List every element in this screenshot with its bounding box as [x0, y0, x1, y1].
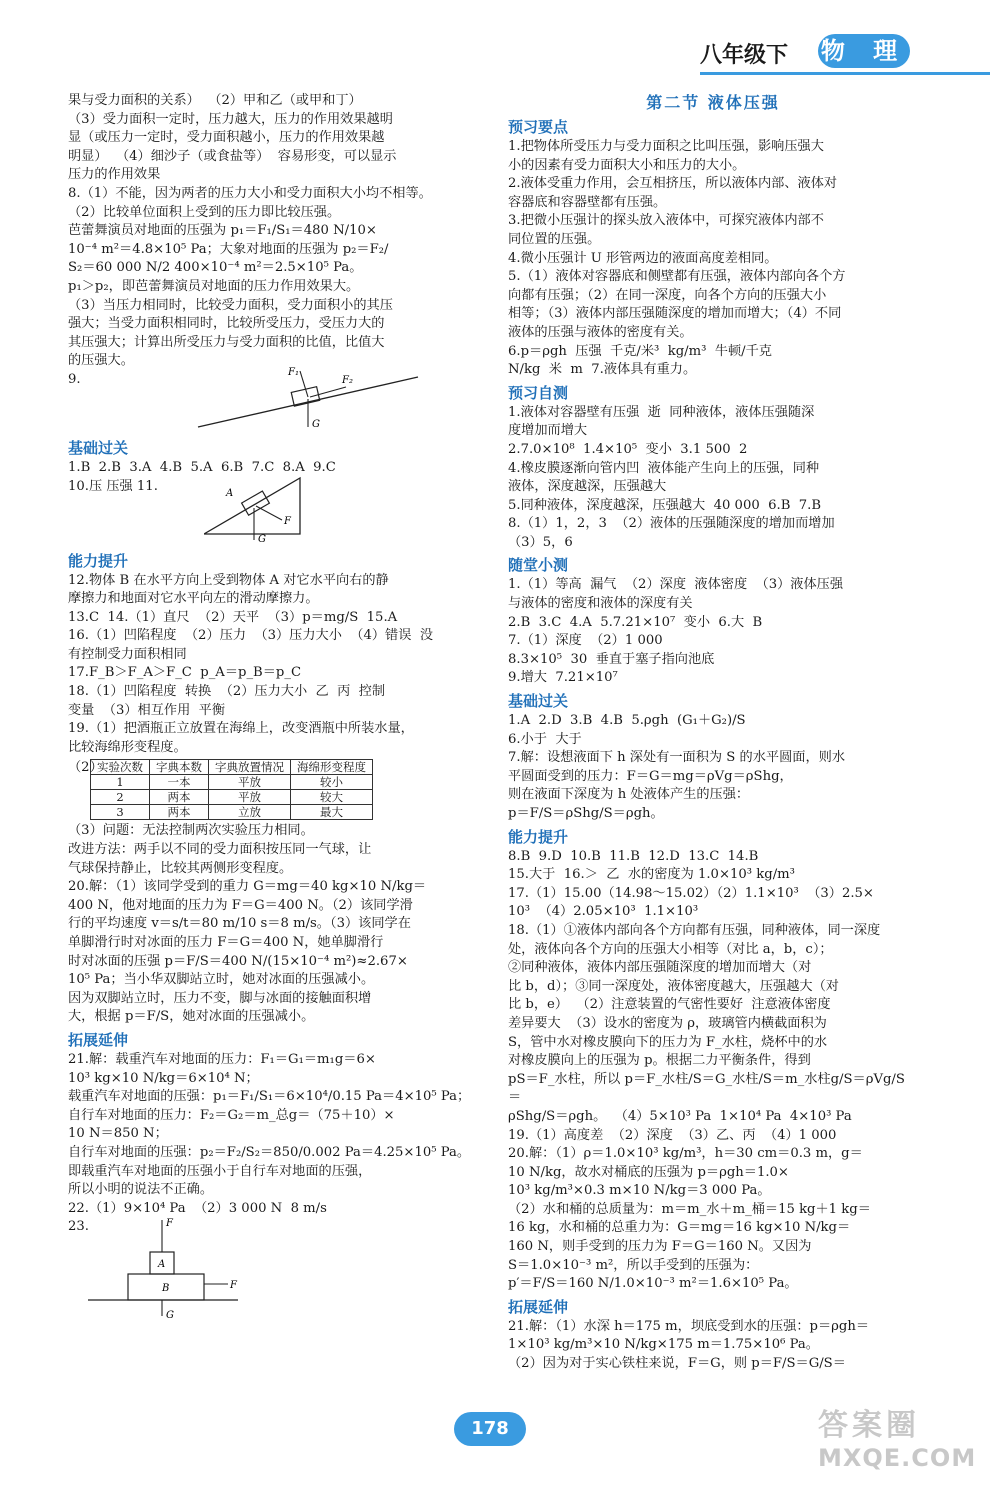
answer-line: 平圆面受到的压力：F＝G＝mg＝ρVg＝ρShg， — [508, 768, 793, 784]
answer-line: 果与受力面积的关系） （2）甲和乙（或甲和丁） — [68, 93, 362, 108]
answer-line: 气球保持静止，比较其两侧形变程度。 — [68, 860, 293, 876]
figure-label: 9. — [68, 371, 81, 387]
answer-line: p′＝F/S＝160 N/1.0×10⁻³ m²＝1.6×10⁵ Pa。 — [508, 1276, 798, 1292]
answer-line: 其压强大；计算出所受压力与受力面积的比值，比值大 — [68, 334, 385, 350]
answer-line: 19.（1）把酒瓶正立放置在海绵上，改变酒瓶中所装水量， — [68, 721, 414, 737]
table-header: 实验次数 — [91, 760, 150, 775]
answer-line: 10⁻⁴ m²＝4.8×10⁵ Pa；大象对地面的压强为 p₂＝F₂/ — [68, 241, 389, 257]
answer-line: 4.橡皮膜逐渐向管内凹 液体能产生向上的压强，同种 — [508, 460, 820, 476]
answer-line: S，管中水对橡皮膜向下的压力为 F_水柱，烧杯中的水 — [508, 1034, 828, 1050]
table-label: （2） — [68, 760, 103, 776]
label-g: G — [312, 418, 320, 430]
answer-line: 与液体的密度和液体的深度有关 — [508, 596, 693, 612]
figure-23-stacked-blocks — [88, 1216, 308, 1320]
answer-line: 10³ kg/m³×0.3 m×10 N/kg＝3 000 Pa。 — [508, 1183, 771, 1199]
header-divider — [700, 72, 990, 75]
watermark — [818, 1400, 988, 1476]
answer-line: 17.F_B＞F_A＞F_C p_A＝p_B＝p_C — [68, 665, 302, 681]
answer-line: 比 b，e） （2）注意装置的气密性要好 注意液体密度 — [508, 997, 831, 1013]
answer-line: 2.液体受重力作用，会互相挤压，所以液体内部、液体对 — [508, 176, 838, 192]
table-cell: 两本 — [150, 790, 209, 805]
answer-line: 8.3×10⁵ 30 垂直于塞子指向池底 — [508, 651, 715, 667]
answer-line: 9.增大 7.21×10⁷ — [508, 670, 618, 686]
answer-line: 1.液体对容器壁有压强 逝 同种液体，液体压强随深 — [508, 404, 815, 420]
answer-line: 7.（1）深度 （2）1 000 — [508, 633, 663, 649]
answer-line: 1.A 2.D 3.B 4.B 5.ρgh (G₁＋G₂)/S — [508, 713, 746, 729]
answer-line: 的压强大。 — [68, 353, 134, 369]
answer-line: N/kg 米 m 7.液体具有重力。 — [508, 362, 697, 378]
answer-line: 8.（1）1，2，3 （2）液体的压强随深度的增加而增加 — [508, 516, 835, 532]
section-heading: 基础过关 — [508, 692, 569, 711]
answer-line: 22.（1）9×10⁴ Pa （2）3 000 N 8 m/s — [68, 1200, 327, 1216]
label-a: A — [226, 487, 234, 499]
grade-label: 八年级下 — [700, 42, 789, 68]
table-cell: 一本 — [150, 775, 209, 790]
watermark-logo: 答案圈 — [818, 1408, 920, 1443]
table-row — [91, 790, 373, 805]
answer-line: 1.B 2.B 3.A 4.B 5.A 6.B 7.C 8.A 9.C — [68, 459, 336, 475]
table-cell: 较大 — [291, 790, 373, 805]
figure-block — [68, 366, 478, 435]
answer-line: 相等；（3）液体内部压强随深度的增加而增大；（4）不同 — [508, 306, 842, 322]
answer-line: 差异要大 （3）设水的密度为 ρ，玻璃管内横截面积为 — [508, 1015, 827, 1031]
answer-line: 改进方法：两手以不同的受力面积按压同一气球，让 — [68, 842, 372, 858]
answer-line: 显（或压力一定时，受力面积越小，压力的作用效果越 — [68, 130, 385, 146]
answer-line: 强大；当受力面积相同时，比较所受压力，受压力大的 — [68, 316, 385, 332]
answer-line: 单脚滑行时对冰面的压力 F＝G＝400 N，她单脚滑行 — [68, 935, 384, 950]
answer-line: 5.（1）液体对容器底和侧壁都有压强，液体内部向各个方 — [508, 269, 846, 285]
answer-line: （3）5，6 — [508, 534, 573, 550]
answer-line: 10⁵ Pa；当小华双脚站立时，她对冰面的压强减小。 — [68, 972, 375, 988]
section-heading: 预习自测 — [508, 383, 569, 402]
table-header: 字典本数 — [150, 760, 209, 775]
label-f: F — [284, 515, 291, 527]
answer-line: 同位置的压强。 — [508, 231, 601, 247]
answer-line: 所以小明的说法不正确。 — [68, 1182, 214, 1198]
answer-line: 10 N/kg，故水对桶底的压强为 p＝ρgh＝1.0× — [508, 1164, 789, 1180]
answer-line: 21.解：载重汽车对地面的压力：F₁＝G₁＝m₁g＝6× — [68, 1051, 376, 1067]
label-f1: F₁ — [288, 366, 299, 378]
answer-line: 即载重汽车对地面的压强小于自行车对地面的压强， — [68, 1163, 372, 1179]
section-heading: 拓展延伸 — [508, 1297, 569, 1316]
table-cell: 平放 — [209, 775, 291, 790]
figure-9-incline-block — [168, 365, 428, 435]
answer-line: 摩擦力和地面对它水平向左的滑动摩擦力。 — [68, 591, 319, 607]
answer-line: 20.解：（1）该同学受到的重力 G＝mg＝40 kg×10 N/kg＝ — [68, 879, 427, 895]
label-b: B — [162, 1283, 170, 1295]
section-heading: 随堂小测 — [508, 556, 569, 575]
answer-line: 17.（1）15.00（14.98～15.02）（2）1.1×10³ （3）2.5× — [508, 885, 874, 901]
answer-line: （2）因为对于实心铁柱来说，F＝G，则 p＝F/S＝G/S＝ — [508, 1356, 846, 1372]
answer-line: S＝1.0×10⁻³ m²，所以手受到的压强为： — [508, 1257, 759, 1273]
answer-table-block — [68, 759, 478, 820]
answer-line: 自行车对地面的压力：F₂＝G₂＝m_总g＝（75＋10）× — [68, 1107, 395, 1123]
section-heading: 基础过关 — [68, 438, 129, 457]
table-header: 海绵形变程度 — [291, 760, 373, 775]
answer-line: 时对冰面的压强 p＝F/S＝400 N/(15×10⁻⁴ m²)≈2.67× — [68, 953, 408, 969]
answer-line: 10³ （4）2.05×10³ 1.1×10³ — [508, 904, 699, 920]
figure-label: 23. — [68, 1219, 89, 1235]
answer-line: 明显） （4）细沙子（或食盐等） 容易形变，可以显示 — [68, 148, 397, 164]
section-heading: 拓展延伸 — [68, 1030, 129, 1049]
page-number: 178 — [454, 1412, 526, 1446]
answer-line: （2）水和桶的总质量为：m＝m_水＋m_桶＝15 kg＋1 kg＝ — [508, 1201, 871, 1217]
section-heading: 能力提升 — [68, 551, 129, 570]
answer-line: 自行车对地面的压强：p₂＝F₂/S₂＝850/0.002 Pa＝4.25×10⁵ Pa。 — [68, 1144, 471, 1160]
answer-line: 4.微小压强计 U 形管两边的液面高度差相同。 — [508, 250, 778, 266]
answer-line: 有控制受力面积相同 — [68, 646, 187, 662]
label-a: A — [158, 1259, 166, 1271]
left-column — [68, 92, 478, 1322]
answer-line: 变量 （3）相互作用 平衡 — [68, 702, 226, 718]
answer-line: 400 N，他对地面的压力为 F＝G＝400 N。（2）该同学滑 — [68, 897, 413, 913]
answer-line: （3）受力面积一定时，压力越大，压力的作用效果越明 — [68, 111, 393, 127]
answer-line: 行的平均速度 v＝s/t＝80 m/10 s＝8 m/s。（3）该同学在 — [68, 916, 411, 932]
table-cell: 两本 — [150, 805, 209, 820]
table-cell: 最大 — [291, 805, 373, 820]
answer-line: 液体，深度越深，压强越大 — [508, 479, 667, 495]
answer-line: 小的因素有受力面积大小和压力的大小。 — [508, 157, 746, 173]
watermark-url: MXQE.COM — [818, 1444, 977, 1472]
answer-line: 8.（1）不能，因为两者的压力大小和受力面积大小均不相等。 — [68, 185, 432, 201]
answer-line: 1×10³ kg/m³×10 N/kg×175 m＝1.75×10⁶ Pa。 — [508, 1337, 819, 1353]
section-heading: 预习要点 — [508, 118, 569, 136]
answer-line: p＝F/S＝ρShg/S＝ρgh。 — [508, 806, 664, 821]
answer-line: 18.（1）凹陷程度 转换 （2）压力大小 乙 丙 控制 — [68, 684, 386, 700]
label-g: G — [166, 1310, 174, 1321]
answer-line: 19.（1）高度差 （2）深度 （3）乙、丙 （4）1 000 — [508, 1127, 837, 1143]
answer-line: 3.把微小压强计的探头放入液体中，可探究液体内部不 — [508, 213, 824, 229]
answer-line: 16 kg，水和桶的总重力为：G＝mg＝16 kg×10 N/kg＝ — [508, 1220, 851, 1236]
answer-line: 2.7.0×10⁸ 1.4×10⁵ 变小 3.1 500 2 — [508, 441, 748, 457]
answer-line: 13.C 14.（1）直尺 （2）天平 （3）p＝mg/S 15.A — [68, 609, 398, 625]
page-header — [0, 0, 1000, 80]
answer-line: 液体的压强与液体的密度有关。 — [508, 324, 693, 340]
table-cell: 平放 — [209, 790, 291, 805]
answer-line: 压力的作用效果 — [68, 167, 161, 183]
answer-line: 6.小于 大于 — [508, 731, 582, 747]
answer-line: 6.p＝ρgh 压强 千克/米³ kg/m³ 牛顿/千克 — [508, 343, 772, 359]
subject-badge: 物 理 — [818, 34, 910, 68]
answer-line: 160 N，则手受到的压力为 F＝G＝160 N。又因为 — [508, 1239, 812, 1255]
answer-line: 20.解：（1）ρ＝1.0×10³ kg/m³，h＝30 cm＝0.3 m，g＝ — [508, 1146, 863, 1162]
answer-line: 载重汽车对地面的压强：p₁＝F₁/S₁＝6×10⁴/0.15 Pa＝4×10⁵ Pa； — [68, 1089, 471, 1105]
answer-line: ρShg/S＝ρgh。 （4）5×10³ Pa 1×10⁴ Pa 4×10³ Pa — [508, 1108, 852, 1124]
answer-line: p₁＞p₂，即芭蕾舞演员对地面的压力作用效果大。 — [68, 278, 360, 294]
label-f: F — [166, 1218, 173, 1230]
answer-line: 8.B 9.D 10.B 11.B 12.D 13.C 14.B — [508, 848, 759, 864]
answer-line: ②同种液体，液体内部压强随深度的增加而增大（对 — [508, 960, 812, 976]
answer-line: 对橡皮膜向上的压强为 p。根据二力平衡条件，得到 — [508, 1053, 811, 1069]
answer-line: 15.大于 16.＞ 乙 水的密度为 1.0×10³ kg/m³ — [508, 867, 795, 883]
figure-11-wedge-block — [204, 474, 404, 544]
figure-block — [68, 478, 478, 548]
answer-line: pS＝F_水柱，所以 p＝F_水柱/S＝G_水柱/S＝m_水柱g/S＝ρVg/S＝ — [508, 1071, 905, 1106]
table-cell: 较小 — [291, 775, 373, 790]
answer-line: （2）比较单位面积上受到的压力即比较压强。 — [68, 204, 341, 220]
table-cell: 2 — [91, 790, 150, 805]
answer-line: 比 b，d）；③同一深度处，液体密度越大，压强越大（对 — [508, 978, 839, 994]
label-g: G — [258, 533, 266, 544]
answer-line: 比较海绵形变程度。 — [68, 739, 187, 755]
answer-line: 芭蕾舞演员对地面的压强为 p₁＝F₁/S₁＝480 N/10× — [68, 223, 377, 239]
answer-line: 1.（1）等高 漏气 （2）深度 液体密度 （3）液体压强 — [508, 577, 844, 593]
table-cell: 立放 — [209, 805, 291, 820]
answer-line: 因为双脚站立时，压力不变，脚与冰面的接触面积增 — [68, 990, 372, 1006]
answer-line: 18.（1）①液体内部向各个方向都有压强，同种液体，同一深度 — [508, 922, 881, 938]
answer-line: 12.物体 B 在水平方向上受到物体 A 对它水平向右的静 — [68, 572, 389, 588]
answer-line: 容器底和容器壁都有压强。 — [508, 194, 667, 210]
answer-line: 1.把物体所受压力与受力面积之比叫压强，影响压强大 — [508, 139, 824, 154]
section-heading: 能力提升 — [508, 827, 569, 846]
answer-line: 10 N＝850 N； — [68, 1126, 168, 1142]
experiment-table — [90, 759, 373, 820]
figure-label: 10.压 压强 11. — [68, 478, 158, 494]
answer-line: 向都有压强；（2）在同一深度，向各个方向的压强大小 — [508, 287, 827, 303]
answer-line: 则在液面下深度为 h 处液体产生的压强： — [508, 787, 750, 803]
table-cell: 1 — [91, 775, 150, 790]
answer-line: 2.B 3.C 4.A 5.7.21×10⁷ 变小 6.大 B — [508, 614, 763, 630]
answer-line: 21.解：（1）水深 h＝175 m，坝底受到水的压强：p＝ρgh＝ — [508, 1318, 870, 1334]
answer-line: 7.解：设想液面下 h 深处有一面积为 S 的水平圆面，则水 — [508, 750, 846, 766]
answer-line: 处，液体向各个方向的压强大小相等（对比 a，b，c）； — [508, 941, 833, 957]
answer-line: （3）问题：无法控制两次实验压力相同。 — [68, 823, 314, 839]
figure-block — [68, 1218, 478, 1322]
right-column — [508, 92, 918, 1374]
answer-line: （3）当压力相同时，比较受力面积，受力面积小的其压 — [68, 297, 393, 313]
table-row — [91, 805, 373, 820]
answer-line: 度增加而增大 — [508, 423, 588, 439]
label-f2: F₂ — [342, 374, 353, 386]
answer-line: 10³ kg×10 N/kg＝6×10⁴ N； — [68, 1070, 259, 1086]
answer-line: S₂＝60 000 N/2 400×10⁻⁴ m²＝2.5×10⁵ Pa。 — [68, 260, 363, 276]
answer-line: 5.同种液体，深度越深，压强越大 40 000 6.B 7.B — [508, 497, 822, 513]
answer-line: 大，根据 p＝F/S，她对冰面的压强减小。 — [68, 1009, 315, 1025]
chapter-title: 第二节 液体压强 — [646, 93, 780, 112]
table-row — [91, 775, 373, 790]
answer-line: 16.（1）凹陷程度 （2）压力 （3）压力大小 （4）错误 没 — [68, 628, 434, 644]
table-header: 字典放置情况 — [209, 760, 291, 775]
label-f: F — [230, 1280, 237, 1292]
table-cell: 3 — [91, 805, 150, 820]
